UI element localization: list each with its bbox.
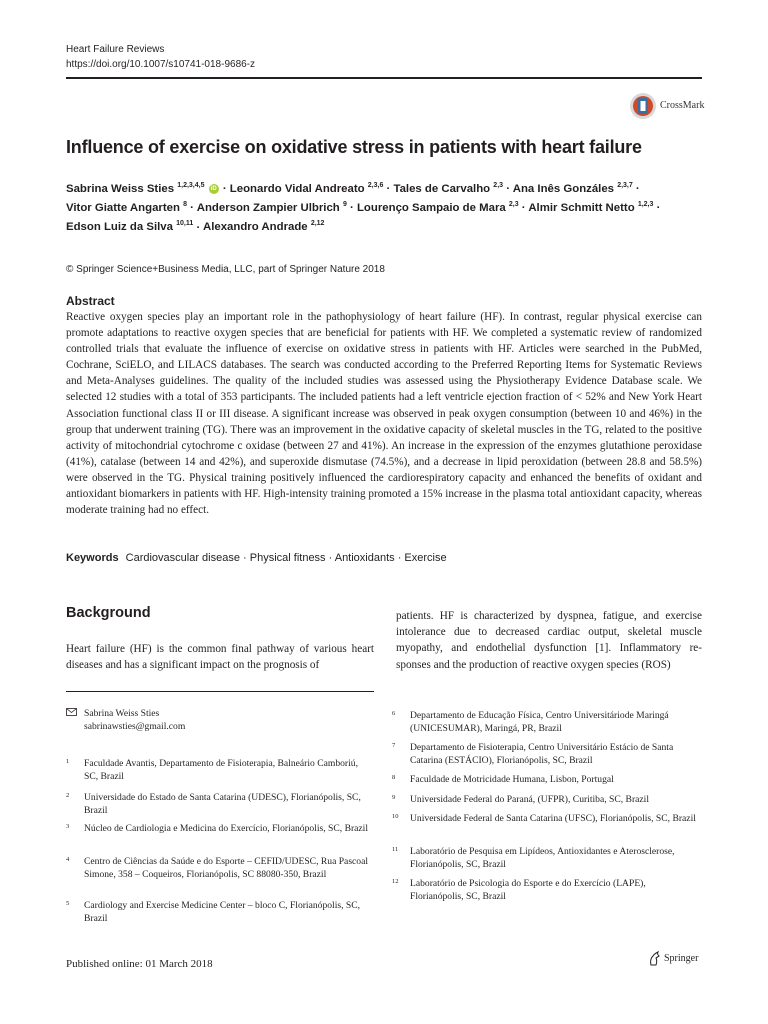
correspondence-email[interactable]: sabrinawsties@gmail.com	[84, 721, 186, 733]
author[interactable]: Leonardo Vidal Andreato $^{2,3,6}$	[229, 182, 384, 195]
copyright-notice: © Springer Science+Business Media, LLC, part of Springer Nature 2018	[66, 264, 385, 275]
crossmark-label: CrossMark	[660, 100, 705, 111]
author[interactable]: Sabrina Weiss Sties $^{1,2,3,4,5}$	[66, 182, 205, 195]
affiliation-2: 2 Universidade do Estado de Santa Catarina (UDESC), Florianópolis, SC, Brazil	[66, 792, 361, 817]
header-divider	[66, 77, 702, 79]
background-text-left: Heart failure (HF) is the common final pathway of various heart diseases and has a significant impact on the prognosis of	[66, 643, 374, 672]
journal-header	[66, 42, 255, 72]
author[interactable]: Almir Schmitt Netto $^{1,2,3}$	[528, 201, 654, 215]
abstract-heading: Abstract	[66, 294, 115, 308]
springer-label: Springer	[664, 953, 699, 964]
journal-name: Heart Failure Reviews	[66, 44, 165, 55]
crossmark-icon	[629, 92, 657, 120]
orcid-icon[interactable]: iD	[210, 185, 217, 192]
affiliation-11: 11 Laboratório de Pesquisa em Lipídeos, Antioxidantes e Aterosclerose, Florianópolis, SC, Brazil	[392, 846, 675, 871]
affiliation-5: 5 Cardiology and Exercise Medicine Center – bloco C, Florianópolis, SC, Brazil	[66, 900, 361, 925]
article-title: Influence of exercise on oxidative stress in patients with heart failure	[66, 137, 642, 157]
correspondence-name: Sabrina Weiss Sties	[84, 708, 160, 719]
background-heading: Background	[66, 605, 151, 621]
springer-logo	[648, 950, 708, 968]
abstract-text: Reactive oxygen species play an important role in the pathophysiology of heart failure (HF). In contrast, regular physical exercise can promote adaptations to reactive oxygen species that are beneficial for patients with HF. We completed a systematic review of randomized controlled trials that evaluate the influence of exercise on oxidative stress in patients with HF. Articles were searched in the PubMed, Cochrane, SciELO, and LILACS databases. The search was conducted according to the Preferred Reporting Items for Systematic Reviews and Meta-Analyses guidelines. The quality of the included studies was assessed using the Physiotherapy Evidence Database scale. We selected 12 studies with a total of 353 participants. The included patients had a left ventricle ejection fraction of < 52% and New York Heart Association functional class II or III disease. A significant increase was observed in peak oxygen consumption (between 10 and 46%) in the group that underwent training (TG). There was an improvement in the oxidative capacity of skeletal muscles in the TG, related to the positive activity of mitochondrial cytochrome c oxidase (between 27 and 41%). An increase in the expression of the enzymes glutathione peroxidase (41%), catalase (between 14 and 42%), and superoxide dismutase (74.5%), and a decrease in lipid peroxidation (between 28.8 and 58.5%) were observed in the TG. Physical training positively influenced the cardiorespiratory capacity and enhanced the benefits of oxidant and antioxidant biomarkers in patients with HF. High-intensity training promoted a 15% increase in the plasma total antioxidant capacity, whereas moderate training had no effect.	[66, 311, 702, 517]
affiliation-7: 7 Departamento de Fisioterapia, Centro Universitário Estácio de Santa Catarina (ESTÁCIO), Florianópolis, SC, Brazil	[392, 742, 674, 767]
affiliation-9: 9 Universidade Federal do Paraná, (UFPR), Curitiba, SC, Brazil	[392, 794, 650, 805]
author[interactable]: Anderson Zampier Ulbrich $^9$	[196, 201, 347, 215]
keywords	[66, 552, 447, 564]
footnote-divider	[66, 691, 374, 692]
author[interactable]: Alexandro Andrade $^{2,12}$	[202, 220, 325, 234]
author[interactable]: Edson Luiz da Silva $^{10,11}$	[66, 220, 194, 234]
affiliation-10: 10 Universidade Federal de Santa Catarina (UFSC), Florianópolis, SC, Brazil	[392, 813, 696, 824]
doi-link[interactable]: https://doi.org/10.1007/s10741-018-9686-z	[66, 59, 256, 70]
envelope-icon	[66, 708, 77, 716]
author[interactable]: Lourenço Sampaio de Mara $^{2,3}$	[356, 201, 519, 215]
keywords-label: Keywords	[66, 552, 119, 564]
published-date: Published online: 01 March 2018	[66, 958, 213, 970]
affiliation-12: 12 Laboratório de Psicologia do Esporte e do Exercício (LAPE), Florianópolis, SC, Brazil	[392, 878, 646, 903]
affiliation-8: 8 Faculdade de Motricidade Humana, Lisbon, Portugal	[392, 774, 614, 785]
springer-horse-icon	[648, 951, 661, 966]
affiliation-6: 6 Departamento de Educação Física, Centro Universitáriode Maringá (UNICESUMAR), Maringá, PR, Brazil	[392, 710, 669, 735]
affiliation-1: 1 Faculdade Avantis, Departamento de Fisioterapia, Balneário Camboriú, SC, Brazil	[66, 758, 358, 783]
affiliation-3: 3 Núcleo de Cardiologia e Medicina do Exercício, Florianópolis, SC, Brazil	[66, 823, 369, 834]
correspondence	[66, 707, 374, 735]
author[interactable]: Vitor Giatte Angarten $^8$	[66, 201, 188, 215]
author[interactable]: Tales de Carvalho $^{2,3}$	[393, 182, 504, 195]
crossmark-badge[interactable]	[629, 92, 703, 120]
keywords-list: Cardiovascular disease · Physical fitness · Antioxidants · Exercise	[125, 552, 447, 564]
background-text-right: patients. HF is characterized by dyspnea, fatigue, and exercise intolerance due to decreased cardiac output, skeletal muscle myopathy, and endothelial dysfunction [1]. Inflammatory re-sponses and the production of reactive oxygen species (ROS)	[396, 610, 702, 671]
author[interactable]: Ana Inês Gonzáles $^{2,3,7}$	[512, 182, 633, 195]
affiliation-4: 4 Centro de Ciências da Saúde e do Esporte – CEFID/UDESC, Rua Pascoal Simone, 358 – Coqueiros, Florianópolis, SC 88080-350, Brazil	[66, 856, 369, 881]
author-list: Sabrina Weiss Sties $^{1,2,3,4,5}$ iD · Leonardo Vidal Andreato $^{2,3,6}$ · Tales de Carvalho $^{2,3}$ · Ana Inês Gonzáles $^{2,3,7}$ · Vitor Giatte Angarten $^8$ · Anderson Zampier Ulbrich $^9$ · Lourenço Sampaio de Mara $^{2,3}$ · Almir Schmitt Netto $^{1,2,3}$ · Edson Luiz da Silva $^{10,11}$ · Alexandro Andrade $^{2,12}$	[66, 182, 661, 234]
